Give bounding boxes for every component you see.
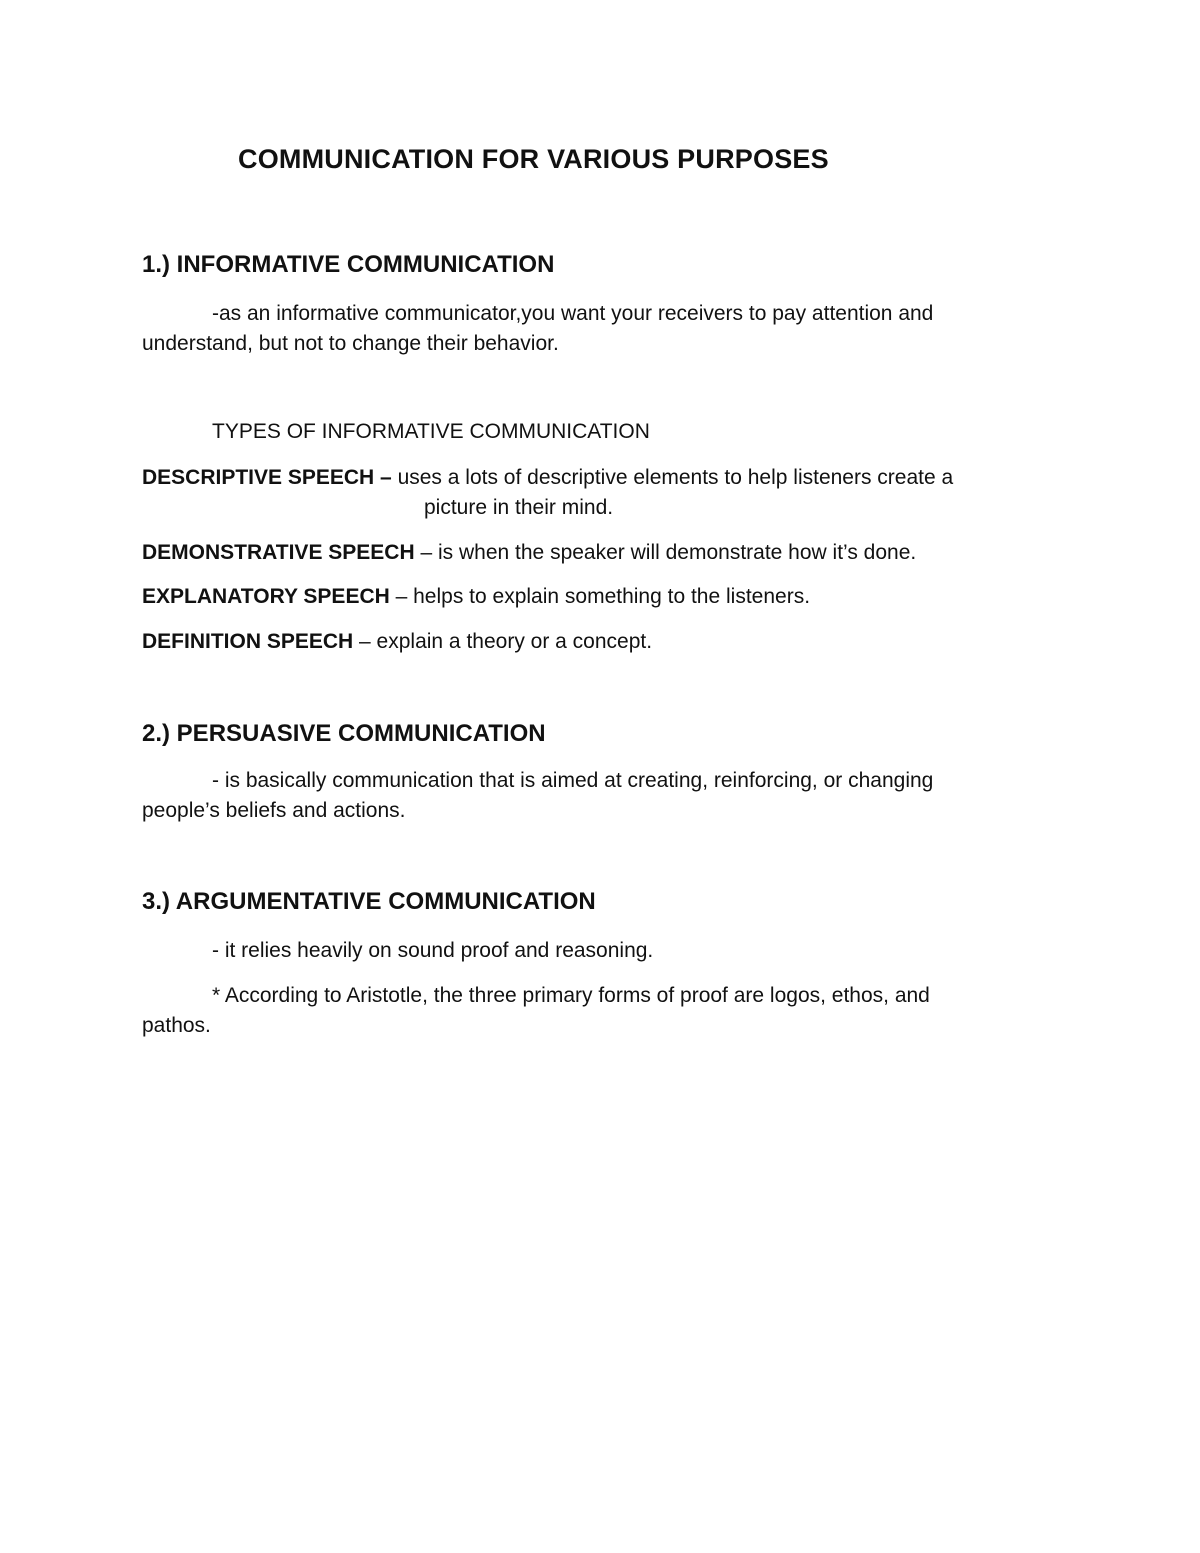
section-heading-persuasive: 2.) PERSUASIVE COMMUNICATION bbox=[142, 720, 546, 747]
type-term: DESCRIPTIVE SPEECH – bbox=[142, 466, 392, 489]
argumentative-body-line-1: - it relies heavily on sound proof and reasoning. bbox=[212, 939, 654, 962]
section-heading-argumentative: 3.) ARGUMENTATIVE COMMUNICATION bbox=[142, 888, 596, 915]
type-term: DEMONSTRATIVE SPEECH bbox=[142, 541, 415, 564]
type-item-explanatory bbox=[142, 583, 810, 611]
argumentative-note-line-2: pathos. bbox=[142, 1014, 211, 1037]
persuasive-body-line-2: people’s beliefs and actions. bbox=[142, 799, 406, 822]
type-item-descriptive bbox=[142, 464, 953, 492]
type-item-definition bbox=[142, 628, 652, 656]
informative-body-line-1: -as an informative communicator,you want your receivers to pay attention and bbox=[212, 302, 934, 325]
document-title: COMMUNICATION FOR VARIOUS PURPOSES bbox=[238, 144, 829, 174]
informative-body-line-2: understand, but not to change their behavior. bbox=[142, 332, 559, 355]
type-term: DEFINITION SPEECH bbox=[142, 630, 354, 653]
type-definition-continued: picture in their mind. bbox=[424, 496, 614, 519]
type-definition: uses a lots of descriptive elements to help listeners create a bbox=[391, 466, 954, 489]
argumentative-note-line-1: * According to Aristotle, the three primary forms of proof are logos, ethos, and bbox=[212, 984, 930, 1007]
persuasive-body-line-1: - is basically communication that is aimed at creating, reinforcing, or changing bbox=[212, 769, 934, 792]
section-heading-informative: 1.) INFORMATIVE COMMUNICATION bbox=[142, 251, 555, 278]
types-heading: TYPES OF INFORMATIVE COMMUNICATION bbox=[212, 420, 650, 443]
type-item-demonstrative bbox=[142, 539, 916, 567]
type-definition: – explain a theory or a concept. bbox=[353, 630, 653, 653]
type-term: EXPLANATORY SPEECH bbox=[142, 585, 390, 608]
type-definition: – is when the speaker will demonstrate how it’s done. bbox=[414, 541, 917, 564]
type-definition: – helps to explain something to the listeners. bbox=[389, 585, 811, 608]
